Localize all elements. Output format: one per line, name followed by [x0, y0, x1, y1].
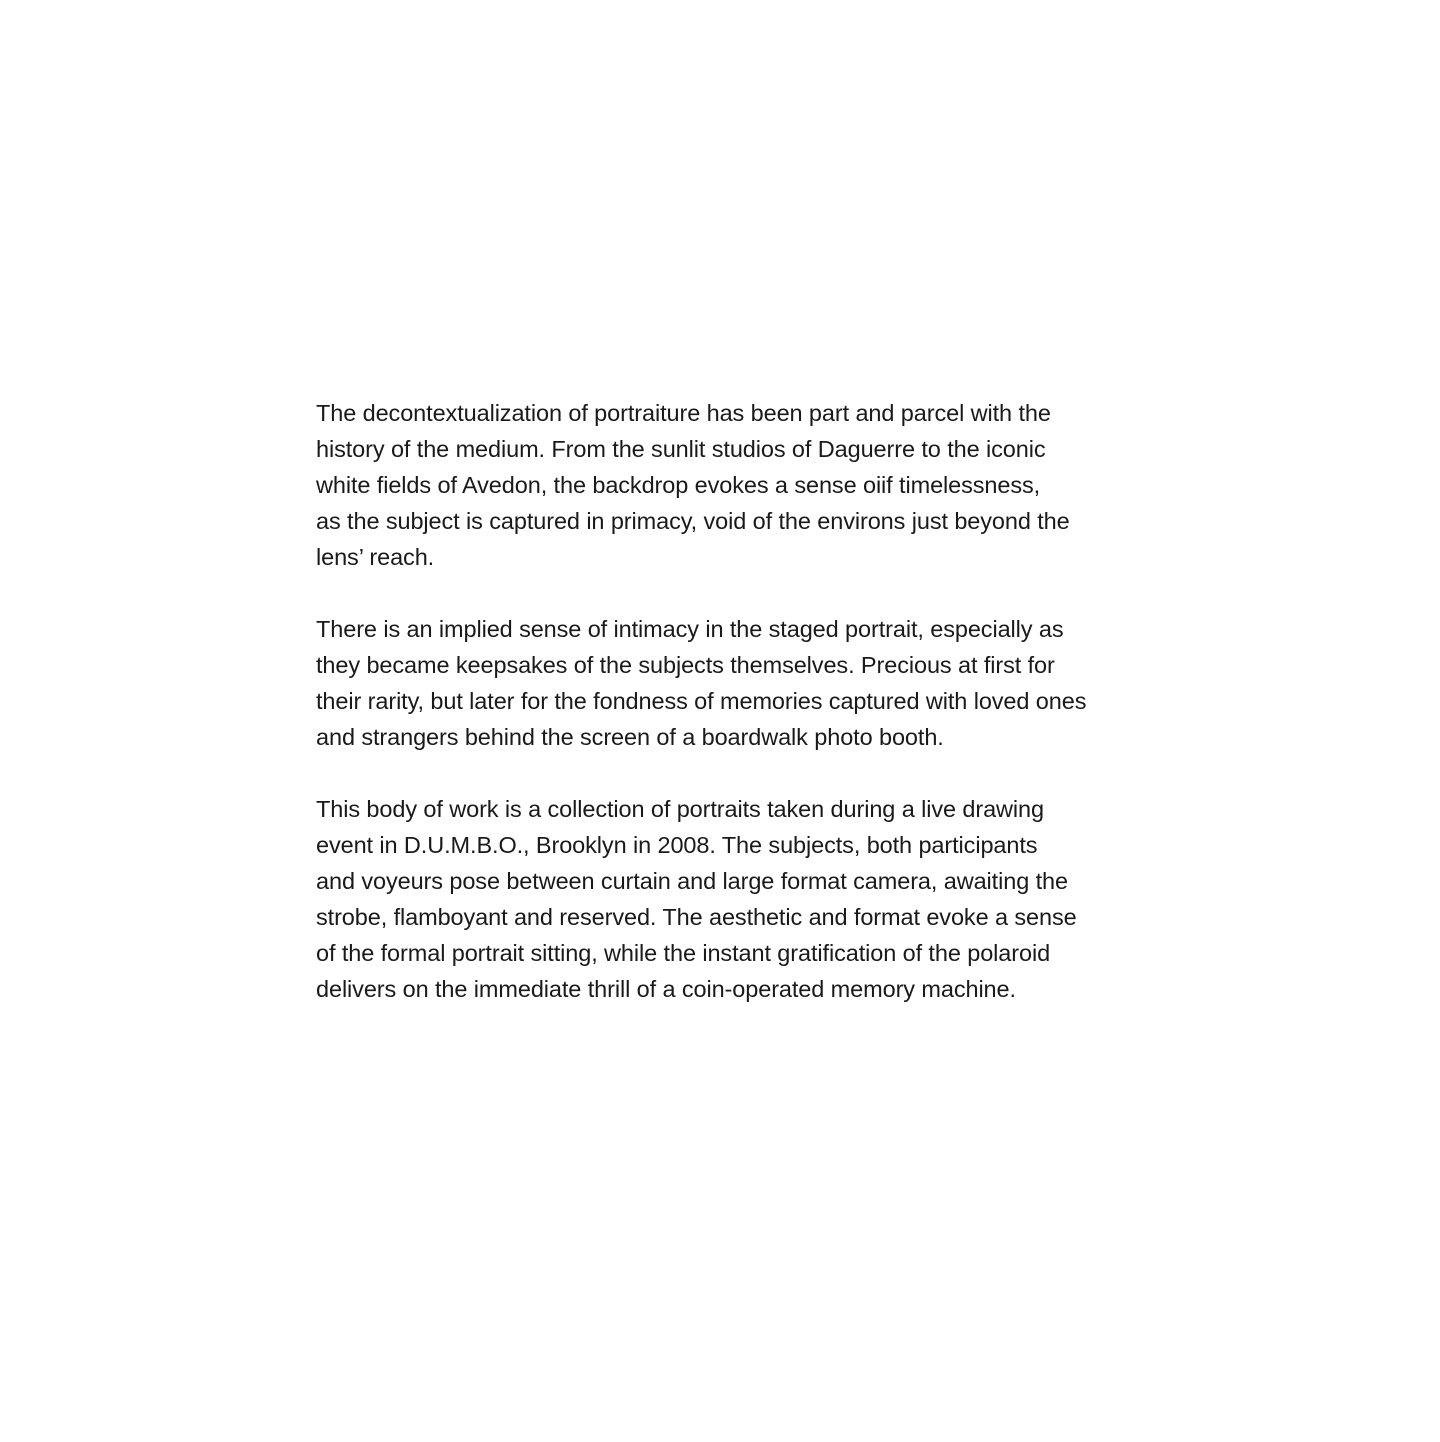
paragraph-1 — [316, 395, 1176, 575]
text-line: white fields of Avedon, the backdrop evokes a sense oiif timelessness, — [316, 472, 1041, 498]
text-line: There is an implied sense of intimacy in the staged portrait, especially as — [316, 616, 1064, 642]
text-line: of the formal portrait sitting, while the instant gratification of the polaroid — [316, 940, 1051, 966]
text-line: strobe, flamboyant and reserved. The aesthetic and format evoke a sense — [316, 904, 1077, 930]
text-line: and voyeurs pose between curtain and large format camera, awaiting the — [316, 868, 1068, 894]
text-line: The decontextualization of portraiture has been part and parcel with the — [316, 400, 1051, 426]
text-line: as the subject is captured in primacy, void of the environs just beyond the — [316, 508, 1070, 534]
text-line: lens’ reach. — [316, 544, 435, 570]
text-line: This body of work is a collection of portraits taken during a live drawing — [316, 796, 1044, 822]
text-line: they became keepsakes of the subjects themselves. Precious at first for — [316, 652, 1055, 678]
text-line: event in D.U.M.B.O., Brooklyn in 2008. The subjects, both participants — [316, 832, 1038, 858]
text-line: history of the medium. From the sunlit studios of Daguerre to the iconic — [316, 436, 1046, 462]
paragraph-3 — [316, 791, 1176, 1007]
text-line: their rarity, but later for the fondness of memories captured with loved ones — [316, 688, 1087, 714]
text-line: and strangers behind the screen of a boardwalk photo booth. — [316, 724, 944, 750]
artist-statement — [316, 395, 1176, 1007]
paragraph-2 — [316, 611, 1176, 755]
text-line: delivers on the immediate thrill of a coin-operated memory machine. — [316, 976, 1016, 1002]
